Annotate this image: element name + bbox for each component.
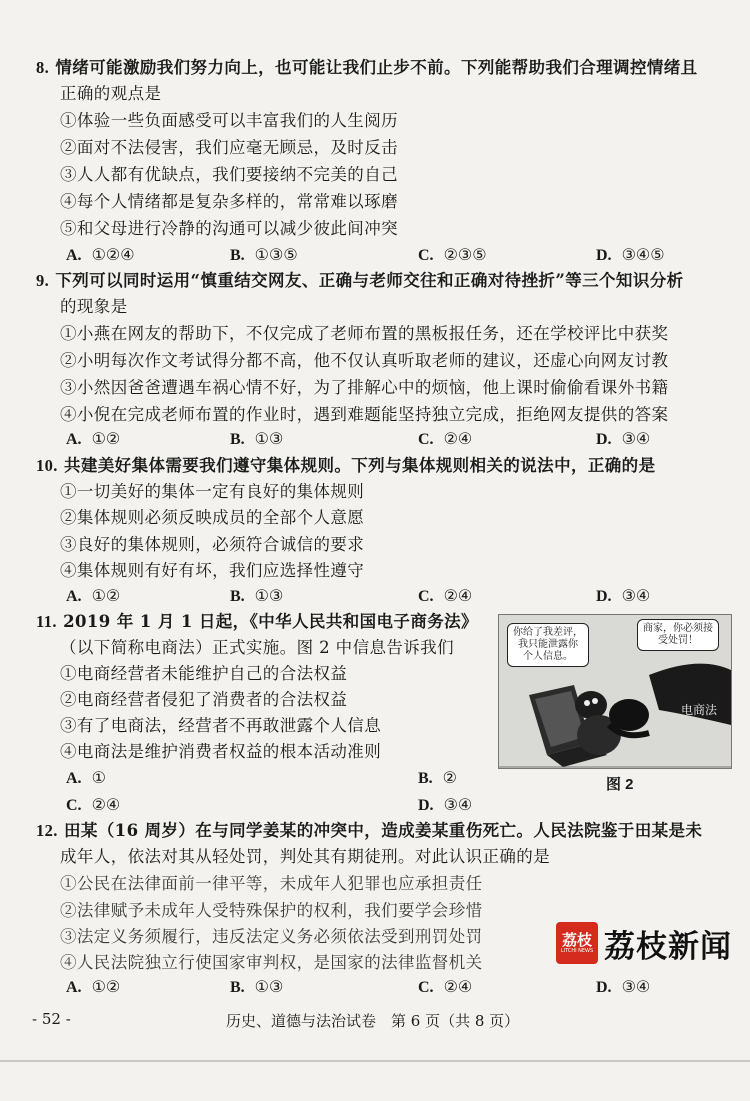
law-label: 电商法 [681,703,718,717]
q9-item-3: ③小然因爸爸遭遇车祸心情不好，为了排解心中的烦恼，他上课时偷偷看课外书籍 [60,378,669,397]
q12-stem2: 成年人，依法对其从轻处罚，判处其有期徒刑。对此认识正确的是 [60,847,551,866]
q8-item-3: ③人人都有优缺点，我们要接纳不完美的自己 [60,165,398,184]
q11-item-2: ②电商经营者侵犯了消费者的合法权益 [60,690,348,709]
q8-item-1: ①体验一些负面感受可以丰富我们的人生阅历 [60,111,398,130]
speech-bubble-law: 商家，你必须接 受处罚！ [637,619,719,651]
q9-stem1: 下列可以同时运用“慎重结交网友、正确与老师交往和正确对待挫折”等三个知识分析 [55,271,684,290]
q12-item-3: ③法定义务须履行，违反法定义务必须依法受到刑罚处罚 [60,927,483,946]
q10-item-2: ②集体规则必须反映成员的全部个人意愿 [60,508,365,527]
q11-option-d: D. ③④ [418,795,473,814]
q12-option-d: D. ③④ [596,977,651,996]
q12-number: 12. [36,821,58,840]
footer-title: 历史、道德与法治试卷 第 6 页（共 8 页） [226,1012,520,1030]
q11-option-c: C. ②④ [66,795,121,814]
q11-option-a: A. ① [66,768,106,787]
q12-stem1: 田某（16 周岁）在与同学姜某的冲突中，造成姜某重伤死亡。人民法院鉴于田某是未 [63,821,703,840]
q10-option-a: A. ①② [66,586,121,605]
q10-stem1: 共建美好集体需要我们遵守集体规则。下列与集体规则相关的说法中，正确的是 [63,456,656,475]
q11-item-1: ①电商经营者未能维护自己的合法权益 [60,664,348,683]
q8-item-4: ④每个人情绪都是复杂多样的，常常难以琢磨 [60,192,398,211]
q10-option-c: C. ②④ [418,586,473,605]
q12-stem-line1 [36,823,702,840]
q12-option-c: C. ②④ [418,977,473,996]
q12-option-a: A. ①② [66,977,121,996]
q10-number: 10. [36,456,58,475]
q11-stem2: （以下简称电商法）正式实施。图 2 中信息告诉我们 [60,638,454,657]
q9-item-2: ②小明每次作文考试得分都不高，他不仅认真听取老师的建议，还虚心向网友讨教 [60,351,669,370]
q8-number: 8. [36,58,50,77]
figure-2-cartoon [498,614,732,769]
speech-bubble-merchant: 你给了我差评， 我只能泄露你 个人信息。 [507,623,589,667]
figure-2-caption: 图 2 [606,776,634,793]
logo-sub-text: LITCHI NEWS [560,948,594,954]
q8-option-d: D. ③④⑤ [596,245,665,264]
litchi-logo-icon [556,922,598,964]
q8-item-5: ⑤和父母进行冷静的沟通可以减少彼此间冲突 [60,219,398,238]
q9-item-1: ①小燕在网友的帮助下，不仅完成了老师布置的黑板报任务，还在学校评比中获奖 [60,324,669,343]
q8-option-a: A. ①②④ [66,245,135,264]
logo-main-text: 荔枝 [561,931,592,949]
q10-option-d: D. ③④ [596,586,651,605]
q9-option-a: A. ①② [66,429,121,448]
q8-option-c: C. ②③⑤ [418,245,487,264]
q8-option-b: B. ①③⑤ [230,245,298,264]
page-code: - 52 - [32,1010,71,1028]
q10-item-1: ①一切美好的集体一定有良好的集体规则 [60,482,365,501]
litchi-news-watermark [556,921,732,965]
scan-edge-divider [0,1060,750,1062]
q10-stem-line1 [36,458,655,475]
q8-stem-line1 [36,60,698,77]
q11-item-3: ③有了电商法，经营者不再敢泄露个人信息 [60,716,382,735]
q10-option-b: B. ①③ [230,586,284,605]
q9-option-b: B. ①③ [230,429,284,448]
q9-option-c: C. ②④ [418,429,473,448]
q10-item-4: ④集体规则有好有坏，我们应选择性遵守 [60,561,365,580]
q11-number: 11. [36,612,57,631]
q9-item-4: ④小倪在完成老师布置的作业时，遇到难题能坚持独立完成，拒绝网友提供的答案 [60,405,669,424]
q8-stem2: 正确的观点是 [60,84,162,103]
q8-item-2: ②面对不法侵害，我们应毫无顾忌，及时反击 [60,138,398,157]
q9-stem2: 的现象是 [60,297,128,316]
q12-item-1: ①公民在法律面前一律平等，未成年人犯罪也应承担责任 [60,874,483,893]
q11-option-b: B. ② [418,768,458,787]
brand-name: 荔枝新闻 [604,928,732,965]
q8-stem1: 情绪可能激励我们努力向上，也可能让我们止步不前。下列能帮助我们合理调控情绪且 [55,58,698,77]
q9-stem-line1 [36,273,684,290]
q12-item-4: ④人民法院独立行使国家审判权，是国家的法律监督机关 [60,953,483,972]
q10-item-3: ③良好的集体规则，必须符合诚信的要求 [60,535,365,554]
q12-option-b: B. ①③ [230,977,284,996]
q9-option-d: D. ③④ [596,429,651,448]
q9-number: 9. [36,271,50,290]
q12-item-2: ②法律赋予未成年人受特殊保护的权利，我们要学会珍惜 [60,901,483,920]
q11-stem1: 2019 年 1 月 1 日起，《中华人民共和国电子商务法》 [63,612,478,631]
q11-stem-line1 [36,614,478,631]
q11-item-4: ④电商法是维护消费者权益的根本活动准则 [60,742,382,761]
